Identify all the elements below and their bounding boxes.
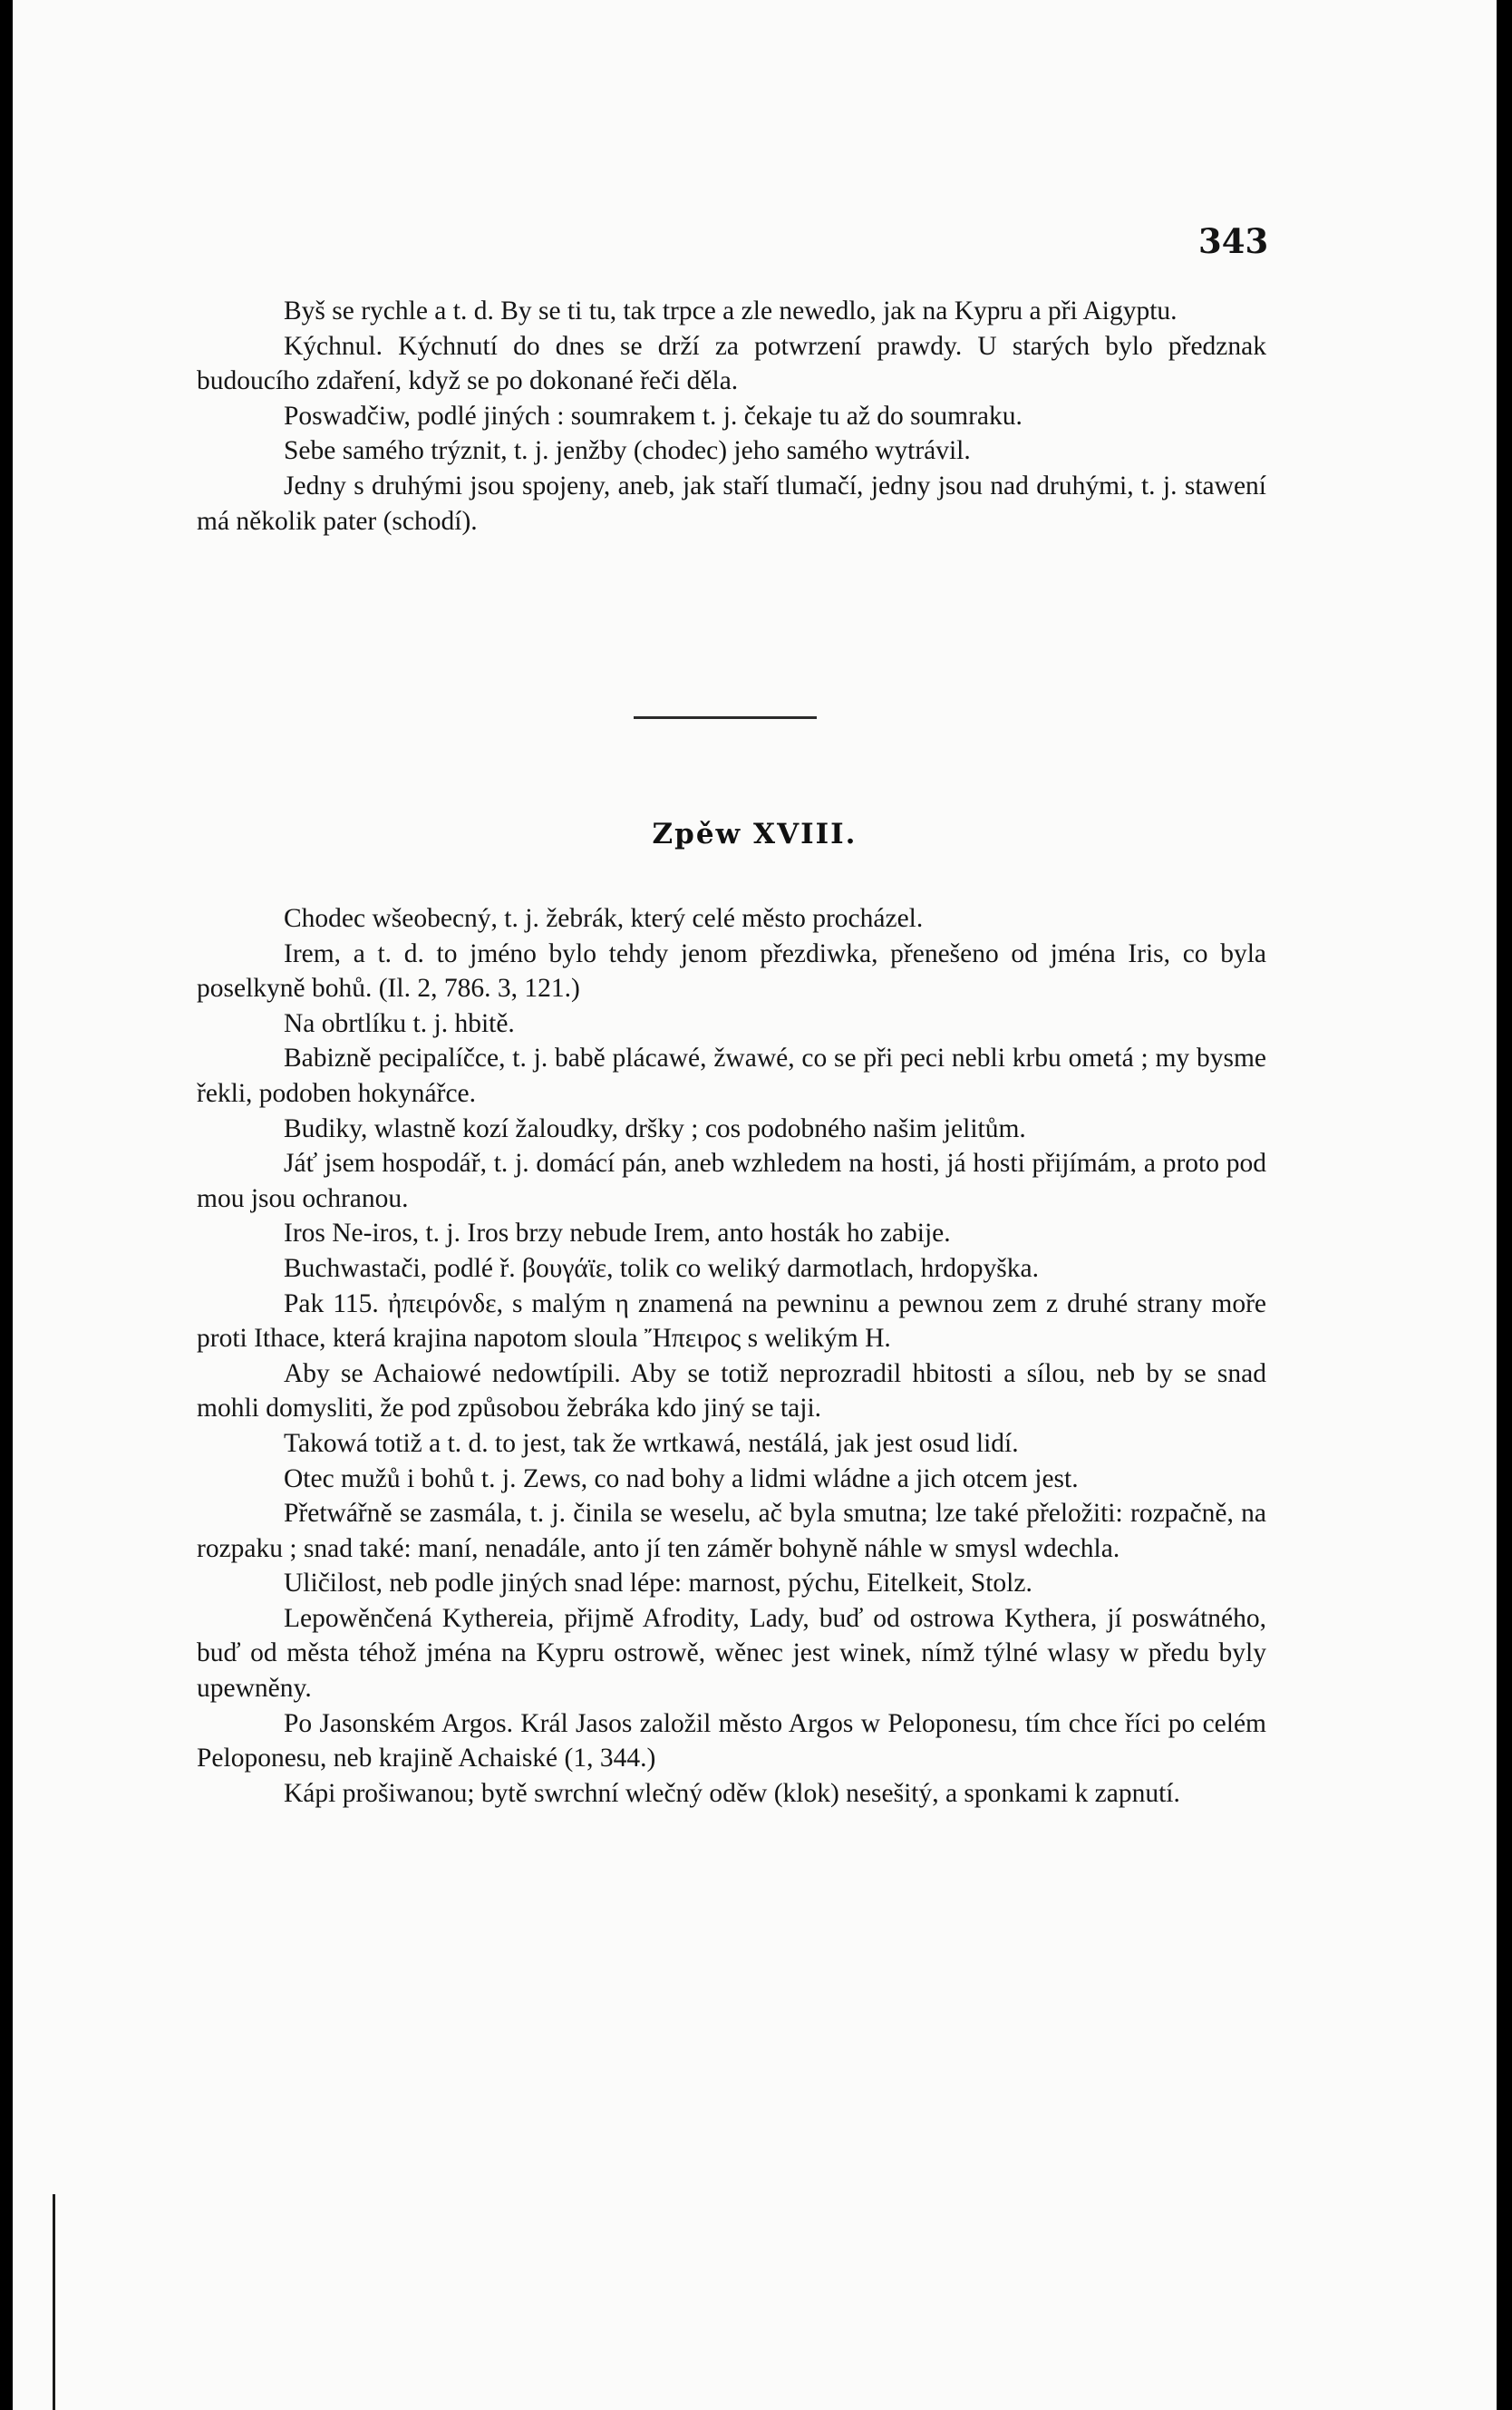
note-paragraph: Přetwářně se zasmála, t. j. činila se weselu, ač byla smutna; lze také přeložiti: rozpačně, na rozpaku ; snad také: maní, nenadále, anto jí ten záměr bohyně náhle w smysl wdechla.: [197, 1499, 1266, 1563]
note-paragraph: Lepowěnčená Kythereia, přijmě Afrodity, Lady, buď od ostrowa Kythera, jí poswátného, buď od města téhož jména na Kypru ostrowě, wěnec jest winek, nímž týlné wlasy w předu byly upewněny.: [197, 1603, 1266, 1704]
note-paragraph: Irem, a t. d. to jméno bylo tehdy jenom přezdiwka, přenešeno od jména Iris, co byla poselkyně bohů. (Il. 2, 786. 3, 121.): [197, 938, 1266, 1004]
section-divider: [634, 716, 817, 719]
note-paragraph: Na obrtlíku t. j. hbitě.: [284, 1008, 515, 1038]
note-paragraph: Otec mužů i bohů t. j. Zews, co nad bohy a lidmi wládne a jich otcem jest.: [284, 1463, 1079, 1493]
note-paragraph: Kápi prošiwanou; bytě swrchní wlečný oděw (klok) nesešitý, a sponkami k zapnutí.: [284, 1778, 1180, 1808]
note-paragraph: Budiky, wlastně kozí žaloudky, dršky ; cos podobného našim jelitům.: [284, 1113, 1026, 1143]
note-paragraph: Kýchnul. Kýchnutí do dnes se drží za potwrzení prawdy. U starých bylo předznak budoucího zdaření, když se po dokonané řeči děla.: [197, 331, 1266, 396]
note-paragraph: Aby se Achaiowé nedowtípili. Aby se totiž neprozradil hbitosti a sílou, neb by se snad mohli domysliti, že pod způsobou žebráka kdo jiný se taji.: [197, 1358, 1266, 1424]
book-page: [13, 0, 1497, 2410]
note-paragraph: Babizně pecipalíčce, t. j. babě plácawé, žwawé, co se při peci nebli krbu ometá ; my bysme řekli, podoben hokynářce.: [197, 1044, 1266, 1108]
note-paragraph: Poswadčiw, podlé jiných : soumrakem t. j. čekaje tu až do soumraku.: [284, 401, 1023, 431]
note-paragraph: Iros Ne-iros, t. j. Iros brzy nebude Irem, anto hosták ho zabije.: [284, 1219, 951, 1249]
note-paragraph: Jedny s druhými jsou spojeny, aneb, jak staří tlumačí, jedny jsou nad druhými, t. j. stawení má několik pater (schodí).: [197, 471, 1266, 536]
note-paragraph: Jáť jsem hospodář, t. j. domácí pán, aneb wzhledem na hosti, já hosti přijímám, a proto pod mou jsou ochranou.: [197, 1149, 1266, 1213]
note-paragraph: Pak 115. ἠπειρόνδε, s malým η znamená na pewninu a pewnou zem z druhé strany moře proti Ithace, která krajina napotom sloula Ἤπειρος s welikým Η.: [197, 1288, 1266, 1354]
note-paragraph: Po Jasonském Argos. Král Jasos založil město Argos w Peloponesu, tím chce říci po celém Peloponesu, neb krajině Achaiské (1, 344.): [197, 1708, 1266, 1773]
notes-previous-chapter: [197, 294, 1266, 539]
page-number: 343: [1198, 221, 1269, 261]
section-heading: Zpěw XVIII.: [652, 818, 858, 850]
notes-chapter-xviii: [197, 901, 1266, 1811]
note-paragraph: Sebe samého trýznit, t. j. jenžby (chodec) jeho samého wytrávil.: [284, 436, 971, 466]
note-paragraph: Chodec wšeobecný, t. j. žebrák, který celé město procházel.: [284, 904, 924, 933]
note-paragraph: Uličilost, neb podle jiných snad lépe: marnost, pýchu, Eitelkeit, Stolz.: [284, 1569, 1032, 1599]
note-paragraph: Buchwastači, podlé ř. βουγάϊε, tolik co weliký darmotlach, hrdopyška.: [284, 1253, 1039, 1283]
note-paragraph: Takowá totiž a t. d. to jest, tak že wrtkawá, nestálá, jak jest osud lidí.: [284, 1428, 1019, 1458]
binding-edge-line: [53, 2194, 55, 2410]
note-paragraph: Byš se rychle a t. d. By se ti tu, tak trpce a zle newedlo, jak na Kypru a při Aigyptu.: [284, 296, 1178, 326]
